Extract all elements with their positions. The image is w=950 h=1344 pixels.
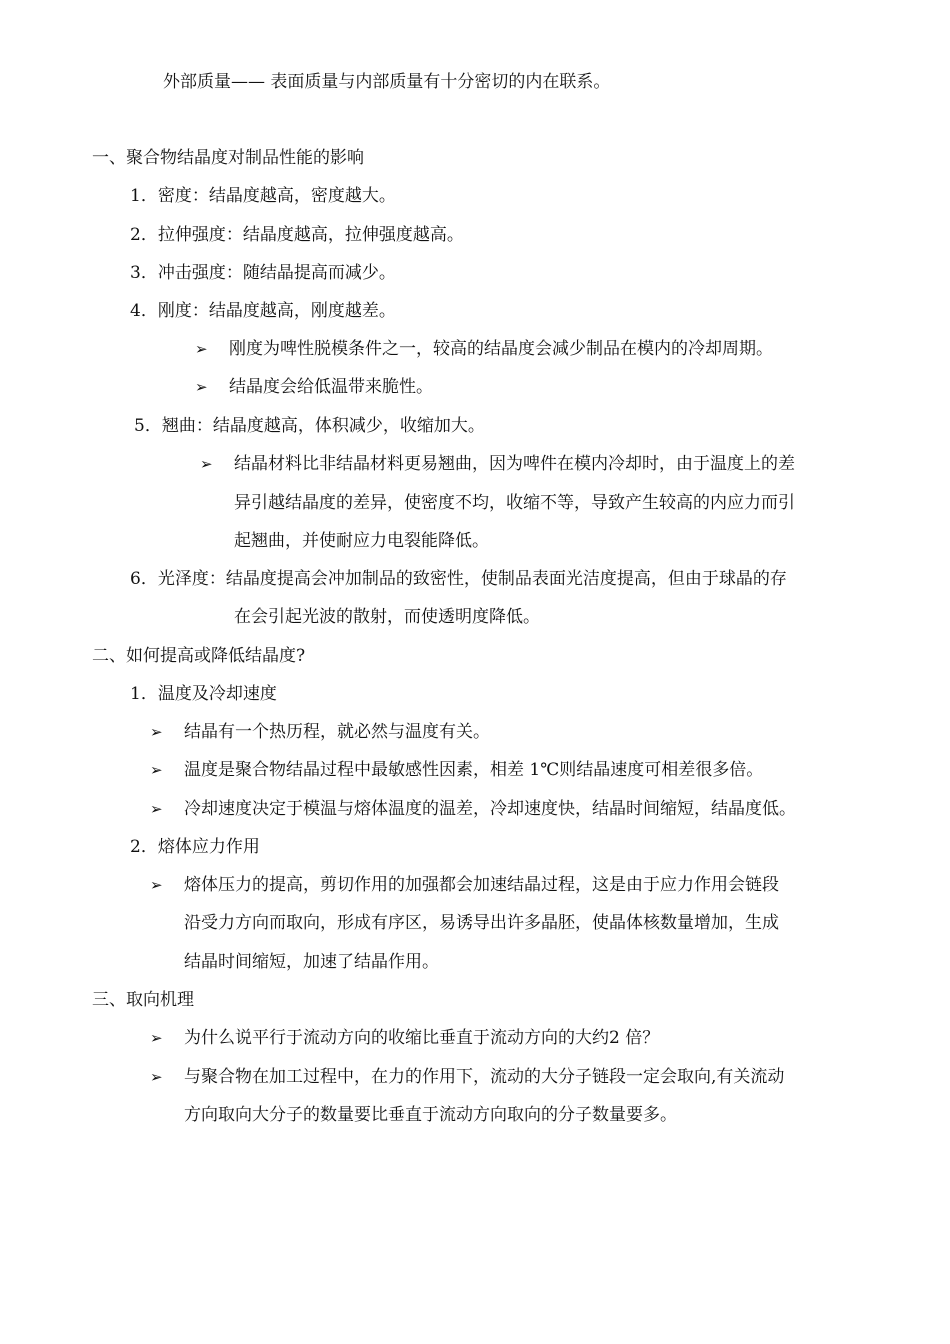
arrow-bullet-icon: ➢ [195, 340, 208, 358]
warp-bullet-line-3: 起翘曲，并使耐应力电裂能降低。 [234, 531, 489, 551]
warp-bullet-line-2: 异引越结晶度的差异，使密度不均，收缩不等，导致产生较高的内应力而引 [234, 493, 795, 513]
section3-bullet-1: 为什么说平行于流动方向的收缩比垂直于流动方向的大约2 倍？ [184, 1028, 660, 1048]
rigidity-bullet-1: 刚度为啤性脱模条件之一，较高的结晶度会减少制品在模内的冷却周期。 [229, 339, 773, 359]
arrow-bullet-icon: ➢ [150, 761, 163, 779]
section1-item-warp: 5．翘曲：结晶度越高，体积减少，收缩加大。 [134, 416, 485, 436]
sub1-bullet-1: 结晶有一个热历程，就必然与温度有关。 [184, 722, 490, 742]
rigidity-bullet-2: 结晶度会给低温带来脆性。 [229, 377, 433, 397]
section3-bullet-2-line-2: 方向取向大分子的数量要比垂直于流动方向取向的分子数量要多。 [184, 1105, 677, 1125]
arrow-bullet-icon: ➢ [150, 876, 163, 894]
arrow-bullet-icon: ➢ [150, 1029, 163, 1047]
section3-heading: 三、取向机理 [92, 990, 194, 1010]
arrow-bullet-icon: ➢ [195, 378, 208, 396]
section2-heading: 二、如何提高或降低结晶度? [92, 646, 306, 666]
arrow-bullet-icon: ➢ [150, 723, 163, 741]
section1-item-density: 1．密度：结晶度越高，密度越大。 [130, 186, 396, 206]
warp-bullet-line-1: 结晶材料比非结晶材料更易翘曲，因为啤件在模内冷却时，由于温度上的差 [234, 454, 795, 474]
section1-item-tensile: 2．拉伸强度：结晶度越高，拉伸强度越高。 [130, 225, 464, 245]
sub2-bullet-line-2: 沿受力方向而取向，形成有序区，易诱导出许多晶胚，使晶体核数量增加，生成 [184, 913, 779, 933]
sub2-bullet-line-1: 熔体压力的提高，剪切作用的加强都会加速结晶过程，这是由于应力作用会链段 [184, 875, 779, 895]
sub1-bullet-3: 冷却速度决定于模温与熔体温度的温差，冷却速度快，结晶时间缩短，结晶度低。 [184, 799, 796, 819]
arrow-bullet-icon: ➢ [150, 800, 163, 818]
section1-item-gloss-line-1: 6．光泽度：结晶度提高会冲加制品的致密性，使制品表面光洁度提高，但由于球晶的存 [130, 569, 787, 589]
section1-item-gloss-line-2: 在会引起光波的散射，而使透明度降低。 [234, 607, 540, 627]
arrow-bullet-icon: ➢ [200, 455, 213, 473]
section2-sub1: 1．温度及冷却速度 [130, 684, 277, 704]
arrow-bullet-icon: ➢ [150, 1068, 163, 1086]
section3-bullet-2-line-1: 与聚合物在加工过程中，在力的作用下，流动的大分子链段一定会取向,有关流动 [184, 1067, 785, 1087]
section1-heading: 一、聚合物结晶度对制品性能的影响 [92, 148, 364, 168]
intro-text: 外部质量—— 表面质量与内部质量有十分密切的内在联系。 [163, 72, 611, 92]
section1-item-impact: 3．冲击强度：随结晶提高而减少。 [130, 263, 396, 283]
section1-item-rigidity: 4．刚度：结晶度越高，刚度越差。 [130, 301, 396, 321]
sub2-bullet-line-3: 结晶时间缩短，加速了结晶作用。 [184, 952, 439, 972]
sub1-bullet-2: 温度是聚合物结晶过程中最敏感性因素，相差 1℃则结晶速度可相差很多倍。 [184, 760, 764, 780]
section2-sub2: 2．熔体应力作用 [130, 837, 260, 857]
